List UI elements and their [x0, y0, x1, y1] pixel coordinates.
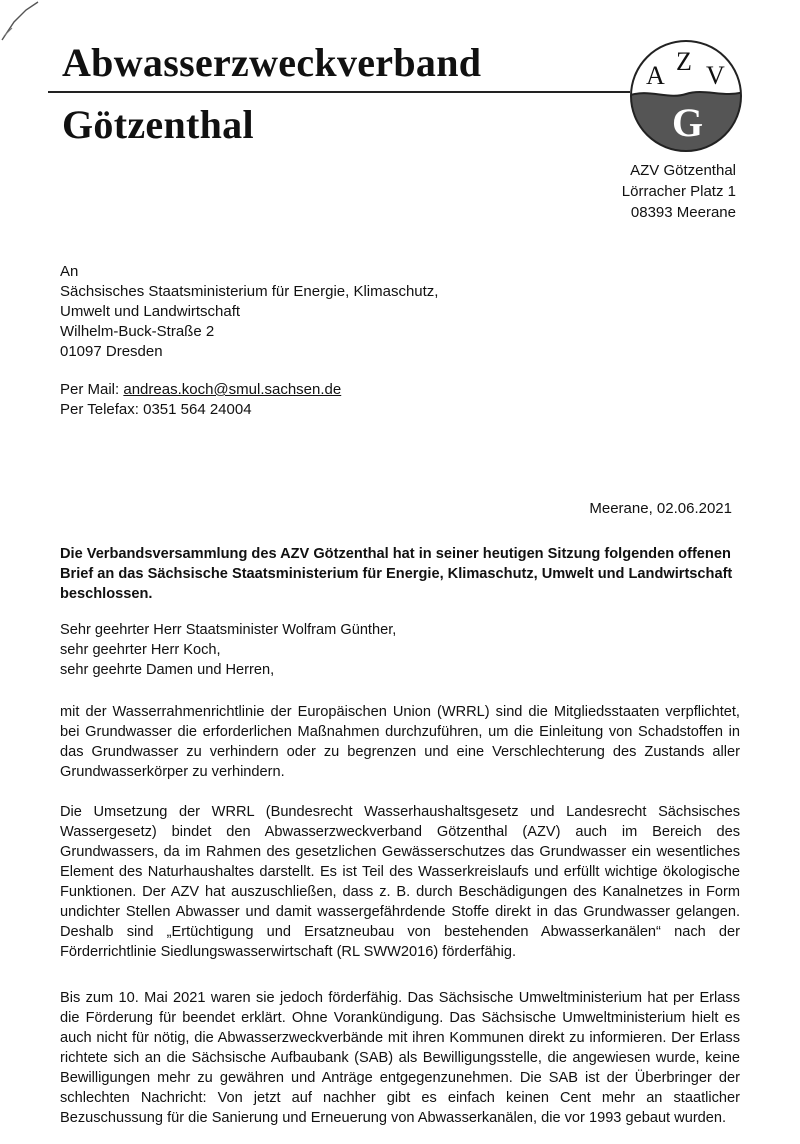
recipient-line: Sächsisches Staatsministerium für Energie, Klimaschutz,: [60, 283, 439, 300]
mail-link[interactable]: andreas.koch@smul.sachsen.de: [123, 381, 342, 398]
mail-line: [60, 380, 341, 400]
salutation-line: sehr geehrte Damen und Herren,: [60, 662, 275, 678]
salutation-line: sehr geehrter Herr Koch,: [60, 642, 221, 658]
sender-name: AZV Götzenthal: [630, 162, 736, 179]
contact-info: [60, 380, 341, 420]
azv-logo: [628, 38, 744, 154]
pen-mark: [0, 0, 44, 44]
letterhead: [62, 36, 481, 152]
subject: Die Verbandsversammlung des AZV Götzenthal hat in seiner heutigen Sitzung folgenden offenen Brief an das Sächsische Staatsministerium für Energie, Klimaschutz, Umwelt und Landwirtschaft beschlossen.: [60, 546, 733, 602]
body-paragraph-3: Bis zum 10. Mai 2021 waren sie jedoch förderfähig. Das Sächsische Umweltministerium hat per Erlass die Förderung für beendet erklärt. Ohne Vorankündigung. Das Sächsische Umweltministerium hielt es auch nicht für nötig, die Abwasserzweckverbände mit ihren Kommunen direkt zu informieren. Der Erlass richtete sich an die Sächsische Aufbaubank (SAB) als Bewilligungsstelle, die angewiesen wurde, keine Bewilligungen mehr zu gewähren und Anträge entgegenzunehmen. Die SAB ist der Überbringer der schlechten Nachricht: Von jetzt auf nachher gibt es einfach keinen Cent mehr an staatlicher Bezuschussung für die Sanierung und Erneuerung von Abwasserkanälen, die vor 1993 gebaut wurden.: [60, 990, 740, 1126]
body-paragraph-1: mit der Wasserrahmenrichtlinie der Europäischen Union (WRRL) sind die Mitgliedsstaaten verpflichtet, bei Grundwasser die erforderlichen Maßnahmen durchzuführen, um die Einleitung von Schadstoffen in das Grundwasser zu verhindern oder zu begrenzen und eine Verschlechterung des Zustands aller Grundwasserkörper zu verhindern.: [60, 704, 740, 780]
letterhead-subtitle: Götzenthal: [62, 102, 254, 147]
sender-city: 08393 Meerane: [630, 204, 736, 221]
recipient-line: Wilhelm-Buck-Straße 2: [60, 323, 215, 340]
logo-letter-v: V: [706, 61, 725, 90]
recipient-address: [60, 262, 438, 362]
recipient-line: 01097 Dresden: [60, 343, 163, 360]
recipient-line: An: [60, 263, 79, 280]
logo-letter-g: G: [672, 100, 704, 145]
letterhead-rule: [48, 91, 630, 93]
body-paragraph-2: Die Umsetzung der WRRL (Bundesrecht Wasserhaushaltsgesetz und Landesrecht Sächsisches Wassergesetz) bindet den Abwasserzweckverband Götzenthal (AZV) auch im Bereich des Grundwassers, da im Rahmen des gesetzlichen Gewässerschutzes das Grundwasser ein wesentliches Element des Naturhaushaltes darstellt. Es ist Teil des Wasserkreislaufs und erfüllt wichtige ökologische Funktionen. Der AZV hat auszuschließen, dass z. B. durch Beschädigungen des Kanalnetzes in Form undichter Stellen Abwasser und damit wassergefährdende Stoffe direkt in das Grundwasser gelangen. Deshalb sind „Ertüchtigung und Ersatzneubau von bestehenden Abwasserkanälen“ nach der Förderrichtlinie Siedlungswasserwirtschaft (RL SWW2016) förderfähig.: [60, 804, 740, 960]
salutation-line: Sehr geehrter Herr Staatsminister Wolfram Günther,: [60, 622, 397, 638]
sender-address: [622, 160, 736, 223]
mail-label: Per Mail:: [60, 381, 124, 398]
salutation: [60, 620, 740, 680]
recipient-line: Umwelt und Landwirtschaft: [60, 303, 241, 320]
sender-street: Lörracher Platz 1: [621, 183, 736, 200]
logo-letter-z: Z: [676, 47, 692, 76]
logo-letter-a: A: [646, 61, 665, 90]
letterhead-title: Abwasserzweckverband: [62, 40, 482, 85]
fax-line: Per Telefax: 0351 564 24004: [60, 401, 252, 418]
letter-date: Meerane, 02.06.2021: [589, 500, 732, 517]
